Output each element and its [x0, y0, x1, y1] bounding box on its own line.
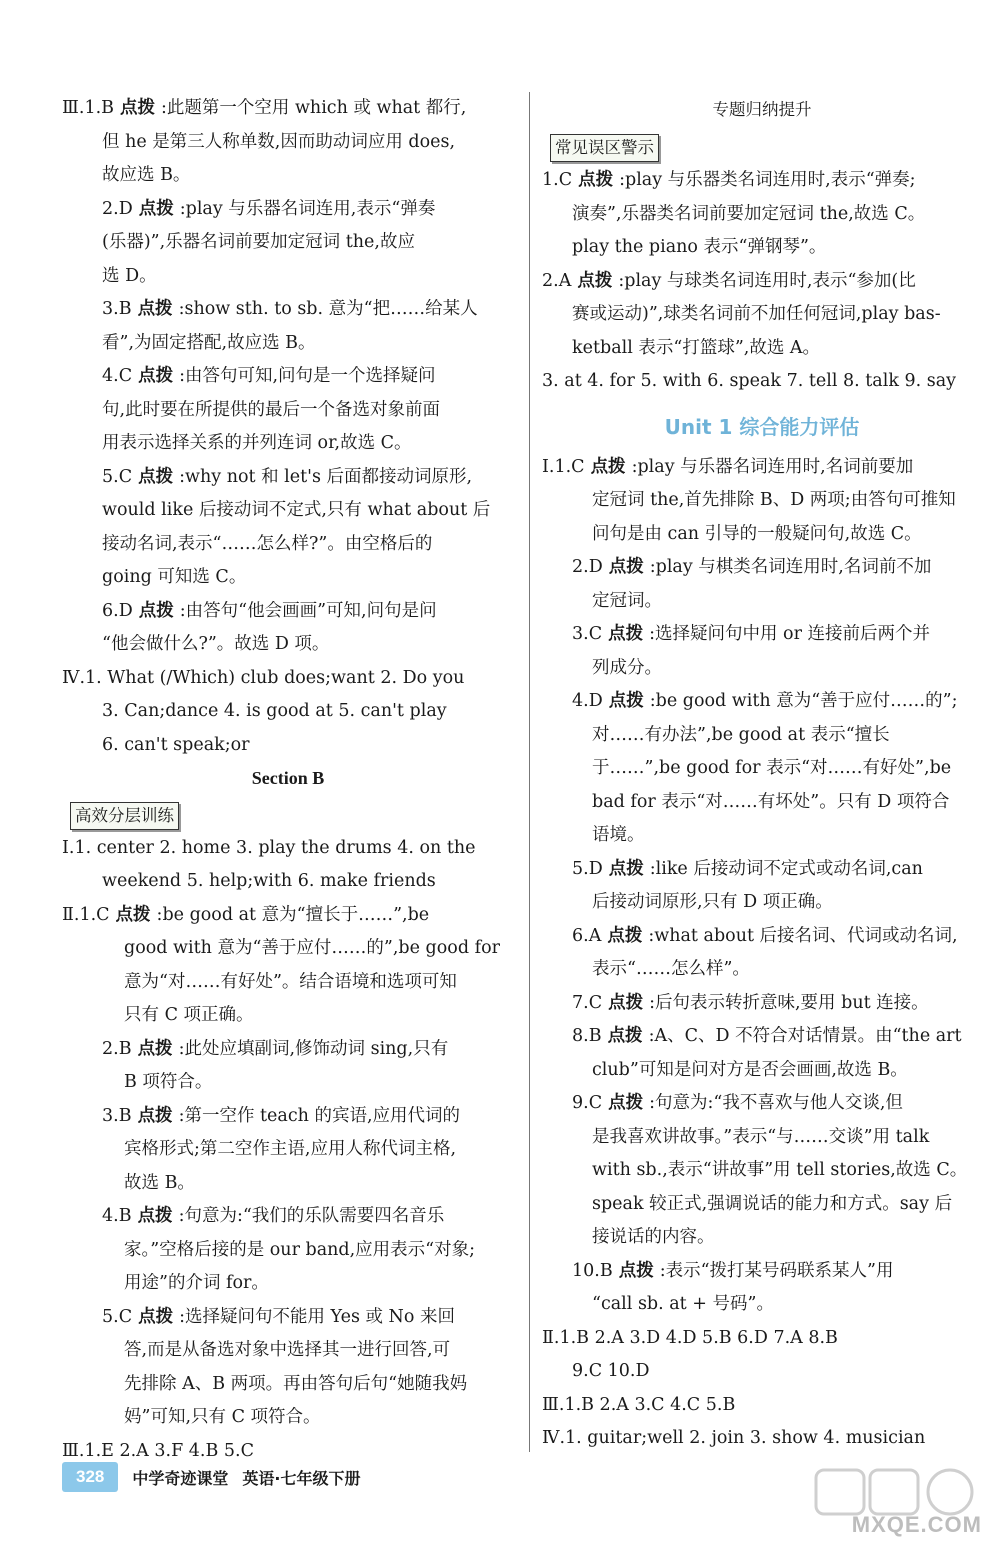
hint-keyword: 点拨: [608, 624, 644, 644]
answer-line: [62, 832, 514, 866]
answer-text: :选择疑问句不能用 Yes 或 No 来回: [179, 1306, 455, 1327]
answer-line: [62, 528, 514, 562]
answer-line: [542, 953, 982, 987]
answer-line: [542, 1355, 982, 1389]
answer-line: [542, 618, 982, 652]
common-mistakes-label: 常见误区警示: [550, 134, 659, 162]
answer-line: [62, 159, 514, 193]
answer-line: [62, 293, 514, 327]
answer-text: :be good with 意为“善于应付……的”;: [649, 691, 958, 711]
answer-text: 妈”可知,只有 C 项符合。: [124, 1407, 321, 1427]
section-b-heading: Section B: [251, 768, 325, 788]
hint-keyword: 点拨: [138, 466, 174, 487]
hint-keyword: 点拨: [608, 557, 644, 577]
answer-text: (乐器)”,乐器名词前要加定冠词 the,故应: [102, 232, 415, 252]
page-number: 328: [62, 1462, 118, 1492]
answer-text: :句意为:“我们的乐队需要四名音乐: [178, 1206, 445, 1226]
answer-line: [62, 1033, 514, 1067]
answer-text: 故选 B。: [124, 1172, 195, 1193]
answer-line: [542, 198, 982, 232]
page-footer: [62, 1460, 502, 1494]
answer-text: 定冠词 the,首先排除 B、D 两项;由答句可推知: [592, 490, 956, 510]
left-answers-part1: [62, 92, 514, 762]
answer-text: 是我喜欢讲故事。”表示“与……交谈”用 talk: [592, 1126, 930, 1147]
answer-text: :play 与乐器名词连用,表示“弹奏: [179, 198, 436, 219]
answer-line: [542, 685, 982, 719]
answer-text: 对……有办法”,be good at 表示“擅长: [592, 724, 890, 745]
answer-text: play the piano 表示“弹钢琴”。: [572, 237, 827, 257]
answer-text: :由答句可知,问句是一个选择疑问: [179, 366, 436, 386]
hint-keyword: 点拨: [577, 270, 613, 291]
answer-line: [542, 365, 982, 399]
answer-line: [542, 164, 982, 198]
answer-line: [542, 1288, 982, 1322]
answer-text: 先排除 A、B 两项。再由答句后句“她随我妈: [124, 1373, 468, 1394]
hint-keyword: 点拨: [608, 992, 644, 1013]
answer-line: [542, 752, 982, 786]
hint-keyword: 点拨: [618, 1260, 654, 1281]
topic-summary-heading: 专题归纳提升: [712, 100, 812, 119]
answer-line: [542, 819, 982, 853]
answer-text: 答,而是从备选对象中选择其一进行回答,可: [124, 1340, 451, 1360]
answer-text: Ⅲ.1.E 2.A 3.F 4.B 5.C: [62, 1440, 254, 1461]
question-number: 2.D: [102, 198, 133, 219]
answer-text: 问句是由 can 引导的一般疑问句,故选 C。: [592, 523, 922, 544]
answer-line: [542, 1188, 982, 1222]
answer-line: [62, 999, 514, 1033]
answer-text: Ⅱ.1.B 2.A 3.D 4.D 5.B 6.D 7.A 8.B: [542, 1327, 838, 1348]
question-number: 6.A: [572, 925, 602, 946]
answer-text: :表示“拨打某号码联系某人”用: [659, 1260, 894, 1281]
hint-keyword: 点拨: [608, 691, 644, 711]
answer-line: [62, 966, 514, 1000]
answer-line: [62, 193, 514, 227]
question-number: 4.B: [102, 1206, 132, 1226]
answer-line: [542, 987, 982, 1021]
answer-text: 接动名词,表示“……怎么样?”。由空格后的: [102, 533, 433, 554]
answer-line: [542, 1020, 982, 1054]
answer-text: 但 he 是第三人称单数,因而助动词应用 does,: [102, 131, 456, 152]
answer-line: [62, 1301, 514, 1335]
answer-text: ketball 表示“打篮球”,故选 A。: [572, 337, 821, 358]
left-answers-part2: [62, 832, 514, 1469]
answer-text: club”可知是问对方是否会画画,故选 B。: [592, 1059, 908, 1080]
answer-line: [542, 1389, 982, 1423]
answer-line: [542, 1054, 982, 1088]
answer-line: [542, 265, 982, 299]
answer-line: [62, 1066, 514, 1100]
question-number: 10.B: [572, 1260, 613, 1281]
question-number: Ⅱ.1.C: [62, 904, 110, 925]
hint-keyword: 点拨: [578, 170, 614, 190]
answer-text: 故应选 B。: [102, 165, 191, 185]
question-number: 5.C: [102, 1306, 133, 1327]
answer-text: Ⅲ.1.B 2.A 3.C 4.C 5.B: [542, 1394, 736, 1415]
answer-line: [62, 92, 514, 126]
answer-text: :由答句“他会画画”可知,问句是问: [179, 600, 437, 621]
answer-text: would like 后接动词不定式,只有 what about 后: [102, 500, 491, 520]
answer-line: [542, 1087, 982, 1121]
answer-line: [542, 332, 982, 366]
question-number: 9.C: [572, 1093, 603, 1113]
answer-text: good with 意为“善于应付……的”,be good for: [124, 938, 500, 958]
hint-keyword: 点拨: [138, 366, 174, 386]
question-number: 2.A: [542, 270, 572, 291]
answer-line: [542, 484, 982, 518]
answer-text: Ⅰ.1. center 2. home 3. play the drums 4. on the: [62, 837, 476, 858]
answer-line: [62, 662, 514, 696]
answer-line: [62, 427, 514, 461]
answer-line: [62, 1167, 514, 1201]
answer-text: going 可知选 C。: [102, 567, 247, 587]
answer-text: :选择疑问句中用 or 连接前后两个并: [649, 624, 931, 644]
answer-text: 6. can't speak;or: [102, 734, 250, 755]
answer-line: [542, 1121, 982, 1155]
answer-text: 用途”的介词 for。: [124, 1273, 269, 1293]
answer-text: :what about 后接名词、代词或动名词,: [648, 925, 958, 946]
answer-text: :此题第一个空用 which 或 what 都行,: [161, 98, 467, 118]
answer-text: 于……”,be good for 表示“对……有好处”,be: [592, 758, 952, 778]
answer-text: 演奏”,乐器类名词前要加定冠词 the,故选 C。: [572, 203, 926, 224]
answer-text: 赛或运动)”,球类名词前不加任何冠词,play bas-: [572, 304, 941, 324]
answer-text: 3. at 4. for 5. with 6. speak 7. tell 8. talk 9. say: [542, 371, 957, 391]
right-answers-part2: [542, 451, 982, 1456]
answer-line: [62, 729, 514, 763]
hint-keyword: 点拨: [115, 904, 151, 925]
answer-line: [542, 1422, 982, 1456]
hint-keyword: 点拨: [608, 1093, 644, 1113]
left-column: [62, 92, 514, 1468]
answer-text: 3. Can;dance 4. is good at 5. can't play: [102, 701, 447, 721]
answer-line: [542, 1154, 982, 1188]
answer-text: 家。”空格后接的是 our band,应用表示“对象;: [124, 1239, 476, 1260]
answer-line: [62, 1234, 514, 1268]
answer-text: :第一空作 teach 的宾语,应用代词的: [178, 1105, 461, 1126]
answer-text: :句意为:“我不喜欢与他人交谈,但: [649, 1093, 903, 1113]
answer-line: [542, 551, 982, 585]
question-number: 6.D: [102, 600, 133, 621]
question-number: 4.C: [102, 366, 133, 386]
answer-line: [542, 652, 982, 686]
answer-line: [62, 932, 514, 966]
answer-text: 宾格形式;第二空作主语,应用人称代词主格,: [124, 1139, 457, 1159]
answer-text: :后句表示转折意味,要用 but 连接。: [649, 992, 929, 1013]
hint-keyword: 点拨: [607, 925, 643, 946]
hint-keyword: 点拨: [138, 1306, 174, 1327]
answer-line: [542, 451, 982, 485]
answer-text: 只有 C 项正确。: [124, 1005, 254, 1025]
hint-keyword: 点拨: [137, 1038, 173, 1059]
answer-text: weekend 5. help;with 6. make friends: [102, 871, 436, 891]
answer-text: :A、C、D 不符合对话情景。由“the art: [648, 1026, 962, 1046]
answer-line: [62, 494, 514, 528]
hint-keyword: 点拨: [120, 98, 155, 118]
answer-text: 语境。: [592, 825, 645, 845]
answer-line: [542, 298, 982, 332]
answer-line: [62, 865, 514, 899]
book-title: 中学奇迹课堂: [132, 1468, 229, 1488]
answer-line: [62, 899, 514, 933]
answer-text: 选 D。: [102, 265, 157, 286]
question-number: Ⅰ.1.C: [542, 456, 585, 477]
answer-line: [62, 1334, 514, 1368]
right-column: [542, 92, 982, 1456]
answer-line: [62, 461, 514, 495]
answer-text: bad for 表示“对……有坏处”。只有 D 项符合: [592, 791, 950, 812]
answer-line: [62, 1133, 514, 1167]
answer-text: with sb.,表示“讲故事”用 tell stories,故选 C。: [592, 1160, 968, 1180]
right-answers-part1: [542, 164, 982, 399]
answer-line: [62, 226, 514, 260]
hint-keyword: 点拨: [137, 1105, 173, 1126]
watermark-text: MXQE.COM: [851, 1512, 982, 1537]
question-number: 7.C: [572, 992, 603, 1013]
answer-line: [62, 327, 514, 361]
answer-text: Ⅳ.1. What (/Which) club does;want 2. Do you: [62, 667, 465, 688]
answer-text: 表示“……怎么样”。: [592, 959, 750, 979]
answer-line: [62, 695, 514, 729]
answer-text: 意为“对……有好处”。结合语境和选项可知: [124, 971, 457, 992]
hint-keyword: 点拨: [590, 456, 626, 477]
answer-text: :why not 和 let's 后面都接动词原形,: [179, 466, 473, 487]
answer-text: 看”,为固定搭配,故应选 B。: [102, 332, 316, 353]
answer-text: 用表示选择关系的并列连词 or,故选 C。: [102, 433, 412, 453]
answer-text: “他会做什么?”。故选 D 项。: [102, 634, 330, 654]
answer-line: [62, 126, 514, 160]
answer-text: B 项符合。: [124, 1072, 213, 1092]
question-number: 2.B: [102, 1038, 132, 1059]
answer-line: [542, 1221, 982, 1255]
efficient-training-label: 高效分层训练: [70, 802, 179, 830]
answer-line: [542, 518, 982, 552]
question-number: 3.C: [572, 624, 603, 644]
subject-label: 英语·七年级下册: [242, 1468, 361, 1488]
question-number: 3.B: [102, 1105, 132, 1126]
question-number: 1.C: [542, 170, 573, 190]
answer-line: [62, 394, 514, 428]
question-number: Ⅲ.1.B: [62, 98, 114, 118]
question-number: 3.B: [102, 299, 132, 319]
column-divider: [529, 92, 530, 1452]
answer-line: [62, 1401, 514, 1435]
answer-text: “call sb. at + 号码”。: [592, 1294, 774, 1314]
answer-text: 9.C 10.D: [572, 1361, 650, 1381]
question-number: 4.D: [572, 691, 603, 711]
answer-line: [542, 719, 982, 753]
answer-line: [62, 260, 514, 294]
answer-line: [542, 920, 982, 954]
hint-keyword: 点拨: [138, 600, 174, 621]
answer-text: 句,此时要在所提供的最后一个备选对象前面: [102, 399, 441, 420]
answer-text: :play 与棋类名词连用时,名词前不加: [649, 557, 932, 577]
answer-line: [542, 886, 982, 920]
hint-keyword: 点拨: [607, 1026, 643, 1046]
question-number: 2.D: [572, 557, 603, 577]
answer-line: [62, 1100, 514, 1134]
hint-keyword: 点拨: [137, 299, 173, 319]
answer-text: 定冠词。: [592, 590, 662, 611]
answer-text: 列成分。: [592, 657, 662, 678]
question-number: 5.C: [102, 466, 133, 487]
answer-line: [62, 1200, 514, 1234]
answer-line: [542, 1255, 982, 1289]
answer-line: [542, 1322, 982, 1356]
unit-assessment-title: Unit 1 综合能力评估: [664, 414, 860, 439]
answer-line: [62, 628, 514, 662]
answer-text: :show sth. to sb. 意为“把……给某人: [178, 299, 478, 319]
answer-text: Ⅳ.1. guitar;well 2. join 3. show 4. musician: [542, 1428, 926, 1448]
answer-text: 后接动词原形,只有 D 项正确。: [592, 892, 833, 912]
hint-keyword: 点拨: [138, 198, 174, 219]
answer-line: [542, 853, 982, 887]
question-number: 8.B: [572, 1026, 602, 1046]
answer-line: [62, 595, 514, 629]
answer-line: [542, 786, 982, 820]
answer-line: [62, 1368, 514, 1402]
answer-text: speak 较正式,强调说话的能力和方式。say 后: [592, 1193, 953, 1214]
answer-line: [62, 561, 514, 595]
question-number: 5.D: [572, 858, 603, 879]
answer-text: :like 后接动词不定式或动名词,can: [649, 858, 923, 879]
answer-line: [542, 231, 982, 265]
answer-text: 接说话的内容。: [592, 1227, 715, 1247]
hint-keyword: 点拨: [608, 858, 644, 879]
answer-text: :play 与乐器名词连用时,名词前要加: [631, 456, 914, 477]
answer-text: :play 与乐器类名词连用时,表示“弹奏;: [619, 170, 916, 190]
answer-line: [542, 585, 982, 619]
answer-text: :play 与球类名词连用时,表示“参加(比: [618, 270, 916, 291]
answer-line: [62, 360, 514, 394]
answer-line: [62, 1267, 514, 1301]
answer-text: :be good at 意为“擅长于……”,be: [156, 904, 430, 925]
answer-text: :此处应填副词,修饰动词 sing,只有: [178, 1038, 449, 1059]
hint-keyword: 点拨: [137, 1206, 173, 1226]
